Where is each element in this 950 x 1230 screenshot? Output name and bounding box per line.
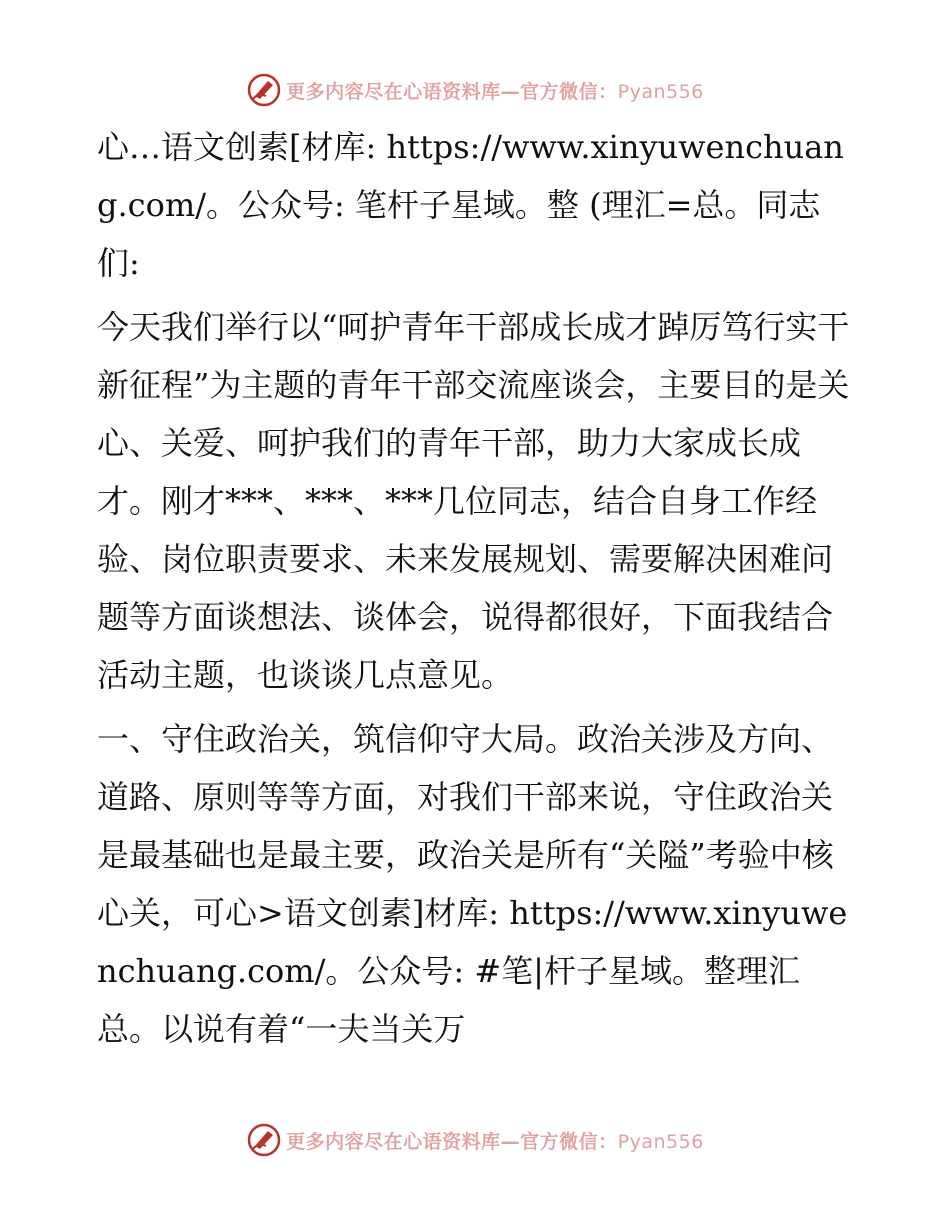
footer-banner (0, 1118, 950, 1162)
banner-wechat-id: Pyan556 (617, 80, 704, 103)
banner-text: 更多内容尽在心语资料库—官方微信：Pyan556 (286, 80, 704, 103)
header-banner (0, 68, 950, 112)
paragraph-3: 一、守住政治关，筑信仰守大局。政治关涉及方向、道路、原则等等方面，对我们干部来说，守住政治关是最基础也是最主要，政治关是所有“关隘”考验中核心关，可心>语文创素]材库: https://www.xinyuwenchuang.com/。公众号: #笔|杆子星域。整理汇总。以说有着“一夫当关万 (97, 720, 848, 1048)
paragraph-1: 心…语文创素[材库: https://www.xinyuwenchuang.com/。公众号: 笔杆子星域。整 (理汇=总。同志们: (97, 128, 844, 282)
brand-logo-icon (246, 72, 282, 108)
banner-wechat-id: Pyan556 (617, 1130, 704, 1153)
paragraph-2: 今天我们举行以“呵护青年干部成长成才踔厉笃行实干新征程”为主题的青年干部交流座谈会，主要目的是关心、关爱、呵护我们的青年干部，助力大家成长成才。刚才***、***、***几位同志，结合自身工作经验、岗位职责要求、未来发展规划、需要解决困难问题等方面谈想法、谈体会，说得都很好，下面我结合活动主题，也谈谈几点意见。 (97, 308, 850, 694)
banner-text: 更多内容尽在心语资料库—官方微信：Pyan556 (286, 1130, 704, 1153)
brand-logo-icon (246, 1122, 282, 1158)
document-body (97, 118, 857, 1064)
